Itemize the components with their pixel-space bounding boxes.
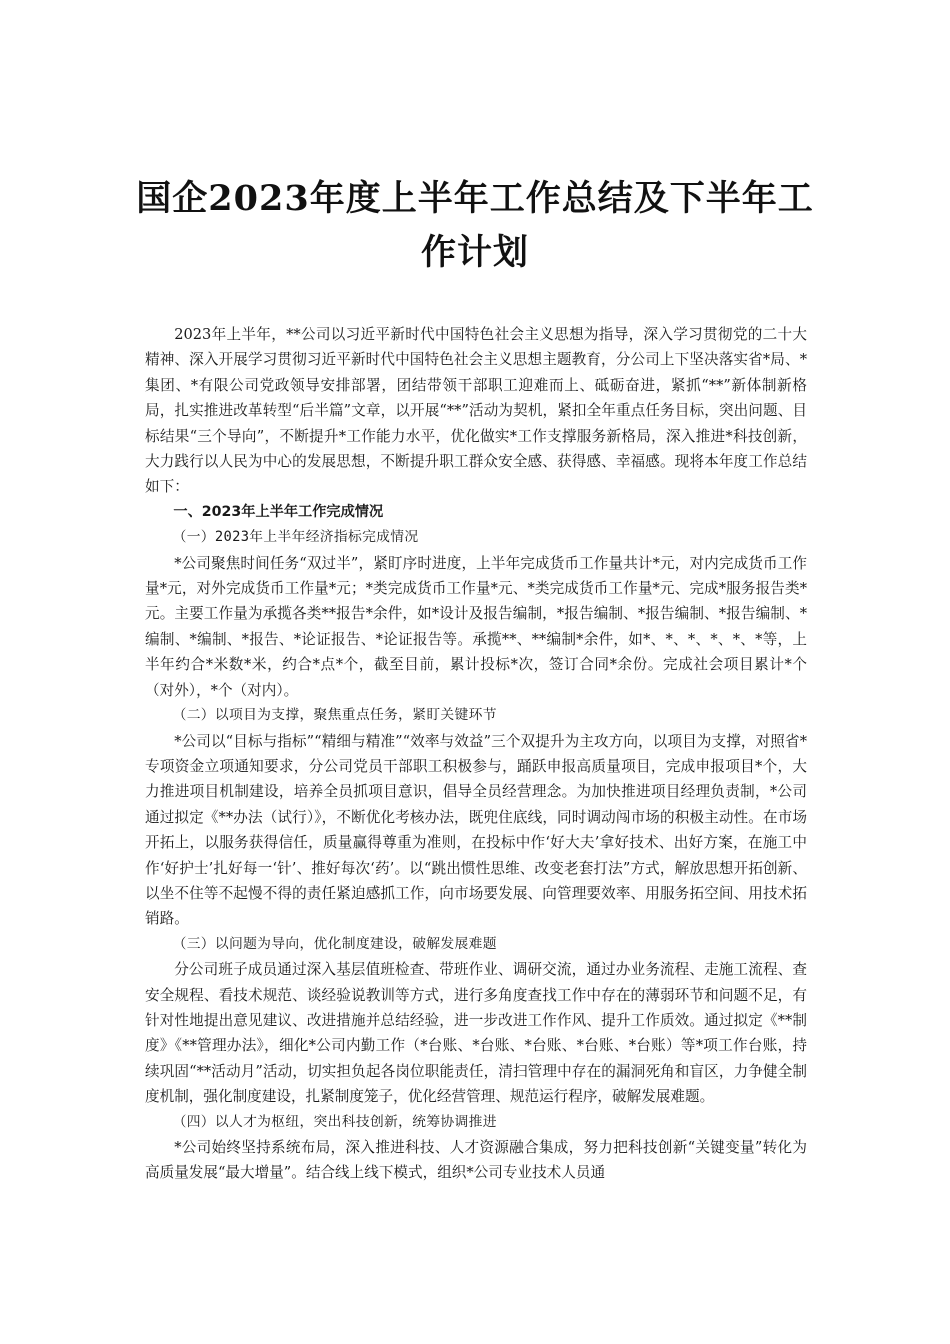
body-paragraph: *公司始终坚持系统布局，深入推进科技、人才资源融合集成，努力把科技创新“关键变量”转化为高质量发展“最大增量”。结合线上线下模式，组织*公司专业技术人员通 xyxy=(145,1139,807,1182)
body-paragraph: *公司以“目标与指标”“精细与精准”“效率与效益”三个双提升为主攻方向，以项目为支撑，对照省*专项资金立项通知要求，分公司党员干部职工积极参与，踊跃申报高质量项目，完成申报项目*个，大力推进项目机制建设，培养全员抓项目意识，倡导全员经营理念。为加快推进项目经理负责制，*公司通过拟定《**办法（试行）》，不断优化考核办法，既兜住底线，同时调动闯市场的积极主动性。在市场开拓上，以服务获得信任，质量赢得尊重为准则，在投标中作‘好大夫’拿好技术、出好方案，在施工中作‘好护士’扎好每一‘针’、推好每次‘药’。以“跳出惯性思维、改变老套打法”方式，解放思想开拓创新、以坐不住等不起慢不得的责任紧迫感抓工作，向市场要发展、向管理要效率、用服务拓空间、用技术拓销路。 xyxy=(145,732,807,928)
subsection-heading-1: （一）2023年上半年经济指标完成情况 xyxy=(172,529,419,546)
subsection-heading-4: （四）以人才为枢纽，突出科技创新，统筹协调推进 xyxy=(172,1113,497,1130)
document-title: 国企2023年度上半年工作总结及下半年工作计划 xyxy=(136,178,814,273)
body-paragraph: 分公司班子成员通过深入基层值班检查、带班作业、调研交流，通过办业务流程、走施工流程、查安全规程、看技术规范、谈经验说教训等方式，进行多角度查找工作中存在的薄弱环节和问题不足，有针对性地提出意见建议、改进措施并总结经验，进一步改进工作作风、提升工作质效。通过拟定《**制度》《**管理办法》，细化*公司内勤工作（*台账、*台账、*台账、*台账、*台账）等*项工作台账，持续巩固“**活动月”活动，切实担负起各岗位职能责任，清扫管理中存在的漏洞死角和盲区，力争健全制度机制，强化制度建设，扎紧制度笼子，优化经营管理、规范运行程序，破解发展难题。 xyxy=(145,961,807,1106)
document-body xyxy=(145,322,807,1186)
body-paragraph: *公司聚焦时间任务“双过半”，紧盯序时进度，上半年完成货币工作量共计*元，对内完成货币工作量*元，对外完成货币工作量*元；*类完成货币工作量*元、*类完成货币工作量*元、完成*服务报告类*元。主要工作量为承揽各类**报告*余件，如*设计及报告编制，*报告编制、*报告编制、*报告编制、*编制、*编制、*报告、*论证报告、*论证报告等。承揽**、**编制*余件，如*、*、*、*、*、*等，上半年约合*米数*米，约合*点*个，截至目前，累计投标*次，签订合同*余份。完成社会项目累计*个（对外），*个（对内）。 xyxy=(145,554,807,699)
section-heading-1: 一、2023年上半年工作完成情况 xyxy=(173,503,384,520)
subsection-heading-3: （三）以问题为导向，优化制度建设，破解发展难题 xyxy=(172,935,497,952)
intro-paragraph: 2023年上半年，**公司以习近平新时代中国特色社会主义思想为指导，深入学习贯彻党的二十大精神、深入开展学习贯彻习近平新时代中国特色社会主义思想主题教育，分公司上下坚决落实省*局、*集团、*有限公司党政领导安排部署，团结带领干部职工迎难而上、砥砺奋进，紧抓“**”新体制新格局，扎实推进改革转型“后半篇”文章，以开展“**”活动为契机，紧扣全年重点任务目标，突出问题、目标结果“三个导向”，不断提升*工作能力水平，优化做实*工作支撑服务新格局，深入推进*科技创新，大力践行以人民为中心的发展思想，不断提升职工群众安全感、获得感、幸福感。现将本年度工作总结如下： xyxy=(145,326,807,496)
subsection-heading-2: （二）以项目为支撑，聚焦重点任务，紧盯关键环节 xyxy=(172,707,497,724)
